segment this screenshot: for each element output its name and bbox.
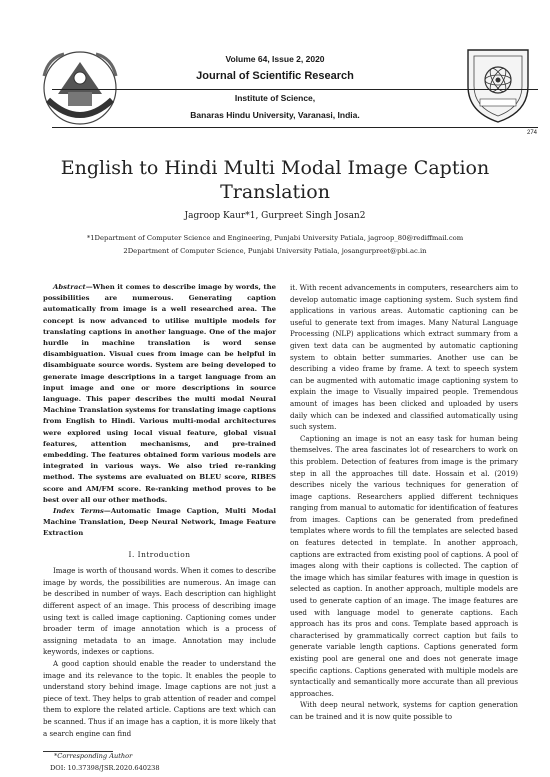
doi-line: DOI: 10.37398/JSR.2020.640238 bbox=[50, 764, 160, 772]
university-name: Banaras Hindu University, Varanasi, India. bbox=[190, 110, 360, 120]
section-heading-introduction: I. Introduction bbox=[128, 549, 191, 559]
index-terms bbox=[43, 506, 276, 540]
intro-paragraph-1: Image is worth of thousand words. When it comes to describe image by words, the possibilities are numerous. An image can be described in number of ways. Each description can highlight different aspect of an image. This process of describing image using text is called image captioning. Captioning comes under broader term of image annotation which is a process of assigning metadata to an image. Annotation may include keywords, indexes or captions. bbox=[43, 566, 276, 657]
journal-name: Journal of Scientific Research bbox=[196, 70, 354, 82]
corresponding-author-note: *Corresponding Author bbox=[54, 752, 133, 760]
paper-authors: Jagroop Kaur*1, Gurpreet Singh Josan2 bbox=[184, 211, 366, 221]
index-terms-label: Index Terms bbox=[53, 507, 104, 516]
abstract bbox=[43, 282, 276, 506]
right-paragraph-2: Captioning an image is not an easy task for human being themselves. The area fascinates lot of researchers to work on this problem. Detection of features from image is the primary step in all the approaches till date. Hossain et al. (2019) describes nicely the various techniques for generation of image captions. Researchers applied different techniques ranging from manual to automatic for identification of features from images. Captions can be generated from predefined templates where words to fill the templates are selected based on features detected in template. In another approach, captions are extracted from existing pool of captions. A pool of images along with their captions is collected. The caption of the image which has similar features with image in question is selected as caption. In another approach, multiple models are used to generate caption of an image. The image features are used with language model to generate captions. Each approach has its pros and cons. Template based approach is characterised by grammatically correct caption but fails to generate variable length captions. Captions generated form existing pool are general one and does not generate image specific captions. Captions generated with multiple models are syntactically and semantically more accurate than all previous approaches. bbox=[290, 433, 518, 698]
abstract-label: Abstract bbox=[53, 283, 86, 291]
header-divider-2 bbox=[52, 127, 538, 128]
institute-name: Institute of Science, bbox=[234, 93, 316, 103]
right-paragraph-3: With deep neural network, systems for caption generation can be trained and it is now quite possible to bbox=[290, 700, 518, 721]
abstract-text: —When it comes to describe image by words, the possibilities are numerous. Generating caption automatically from image is a well researched area. The concept is now advanced to utilise multiple models for translating captions in another language. One of the major hurdle in machine translation is word sense disambiguation. Visual cues from image can be helpful in disambiguate source words. System are being developed to generate image descriptions in a target language from an input image and one or more descriptions in source language. This paper describes the multi modal Neural Machine Translation systems for translating image captions from English to Hindi. Various multi-modal architectures were explored using local visual feature, global visual features, attention mechanisms, and pre-trained embedding. The features obtained form various models are integrated in various ways. We also tried re-ranking method. The systems are evaluated on BLEU score, RIBES score and AM/FM score. Re-ranking method proves to be best over all our other methods. bbox=[43, 283, 276, 504]
index-terms-text: —Automatic Image Caption, Multi Modal Machine Translation, Deep Neural Network, Image Feature Extraction bbox=[43, 507, 277, 538]
faculty-of-science-seal-icon bbox=[462, 44, 534, 124]
intro-paragraph-2: A good caption should enable the reader to understand the image and its relevance to the topic. It enables the people to understand story behind image. Image captions are not just a piece of text. They helps to grab attention of reader and compel them to explore the related article. Captions are text which can be scanned. Thus if an image has a caption, it is more likely that a search engine can find bbox=[43, 659, 276, 738]
affiliation-2: 2Department of Computer Science, Punjabi University Patiala, josangurpreet@pbi.ac.in bbox=[123, 247, 427, 255]
bhu-emblem-icon bbox=[30, 48, 130, 128]
right-paragraph-1: it. With recent advancements in computers, researchers aim to develop automatic image captioning system. Such system find applications in various areas. Automatic captioning can be useful to generate text from images. Many Natural Language Processing (NLP) applications which extract summary from a given text data can be augmented by automatic captioning system to obtain better summaries. Another use can be describing a video frame by frame. A text to speech system can be augmented with automatic image captioning system to explain the image to Visually impaired people. Tremendous amount of images has been clicked and uploaded by users daily which can be indexed and classified automatically using such system. bbox=[290, 283, 518, 432]
right-column bbox=[290, 282, 518, 723]
affiliation-1: *1Department of Computer Science and Engineering, Punjabi University Patiala, jagroop_80@rediffmail.com bbox=[86, 234, 464, 242]
header-divider-1 bbox=[52, 89, 538, 90]
paper-title: English to Hindi Multi Modal Image Caption Translation bbox=[60, 157, 490, 203]
page-number: 274 bbox=[526, 130, 537, 136]
left-column bbox=[43, 282, 276, 739]
volume-issue: Volume 64, Issue 2, 2020 bbox=[225, 54, 325, 64]
